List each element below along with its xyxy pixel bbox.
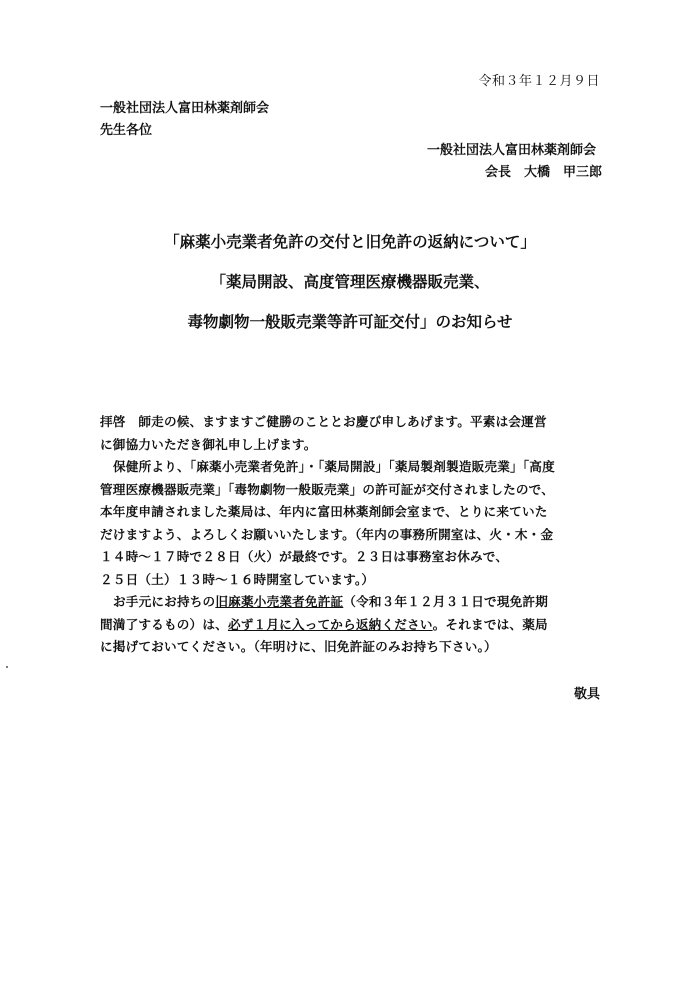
body-line — [100, 614, 605, 637]
sender-organization: 一般社団法人富田林薬剤師会 — [426, 143, 596, 158]
title-line-3: 毒物劇物一般販売業等許可証交付」のお知らせ — [187, 313, 513, 331]
body-line: に御協力いただき御礼申し上げます。 — [100, 436, 317, 452]
recipient-block — [100, 98, 269, 142]
body-line: だけますよう、よろしくお願いいたします。（年内の事務所開室は、火・木・金 — [100, 526, 554, 542]
sender-block — [427, 140, 602, 184]
body-text-segment: お手元にお持ちの — [113, 594, 216, 609]
body-line: １４時～１７時で２８日（火）が最終です。２３日は事務室お休みで、 — [100, 549, 509, 564]
letter-body — [100, 411, 605, 659]
body-line — [100, 591, 605, 614]
document-title — [0, 230, 700, 350]
sender-name: 会長 大橋 甲三郎 — [484, 165, 602, 180]
body-line: 拝啓 師走の候、ますますご健勝のこととお慶び申しあげます。平素は会運営 — [100, 414, 547, 429]
title-line-1: 「麻薬小売業者免許の交付と旧免許の返納について」 — [164, 233, 536, 251]
body-text-segment: 。それまでは、薬局 — [432, 616, 548, 632]
body-line: 管理医療機器販売業」「毒物劇物一般販売業」の許可証が交付されましたので、 — [100, 481, 555, 497]
closing-salutation: 敬具 — [573, 687, 600, 702]
scan-speck — [6, 666, 8, 668]
body-line: ２５日（土）１３時～１６時開室しています。） — [100, 571, 375, 587]
body-line: に掲げておいてください。（年明けに、旧免許証のみお持ち下さい。） — [100, 639, 497, 654]
body-line: 保健所より、「麻薬小売業者免許」・「薬局開設」「薬局製剤製造販売業」「高度 — [113, 459, 555, 474]
return-instruction-emphasis: 必ず１月に入ってから返納ください — [227, 616, 433, 632]
recipient-addressee: 先生各位 — [100, 123, 153, 138]
title-line-2: 「薬局開設、高度管理医療機器販売業、 — [210, 273, 490, 291]
old-license-emphasis: 旧麻薬小売業者免許証 — [215, 594, 344, 609]
body-line: 本年度申請されました薬局は、年内に富田林薬剤師会室まで、とりに来ていた — [100, 504, 548, 519]
body-text-segment: （令和３年１２月３１日で現免許期 — [343, 594, 548, 609]
recipient-organization: 一般社団法人富田林薬剤師会 — [100, 101, 270, 116]
document-date: 令和３年１２月９日 — [478, 74, 600, 89]
body-text-segment: 間満了するもの）は、 — [100, 616, 228, 632]
